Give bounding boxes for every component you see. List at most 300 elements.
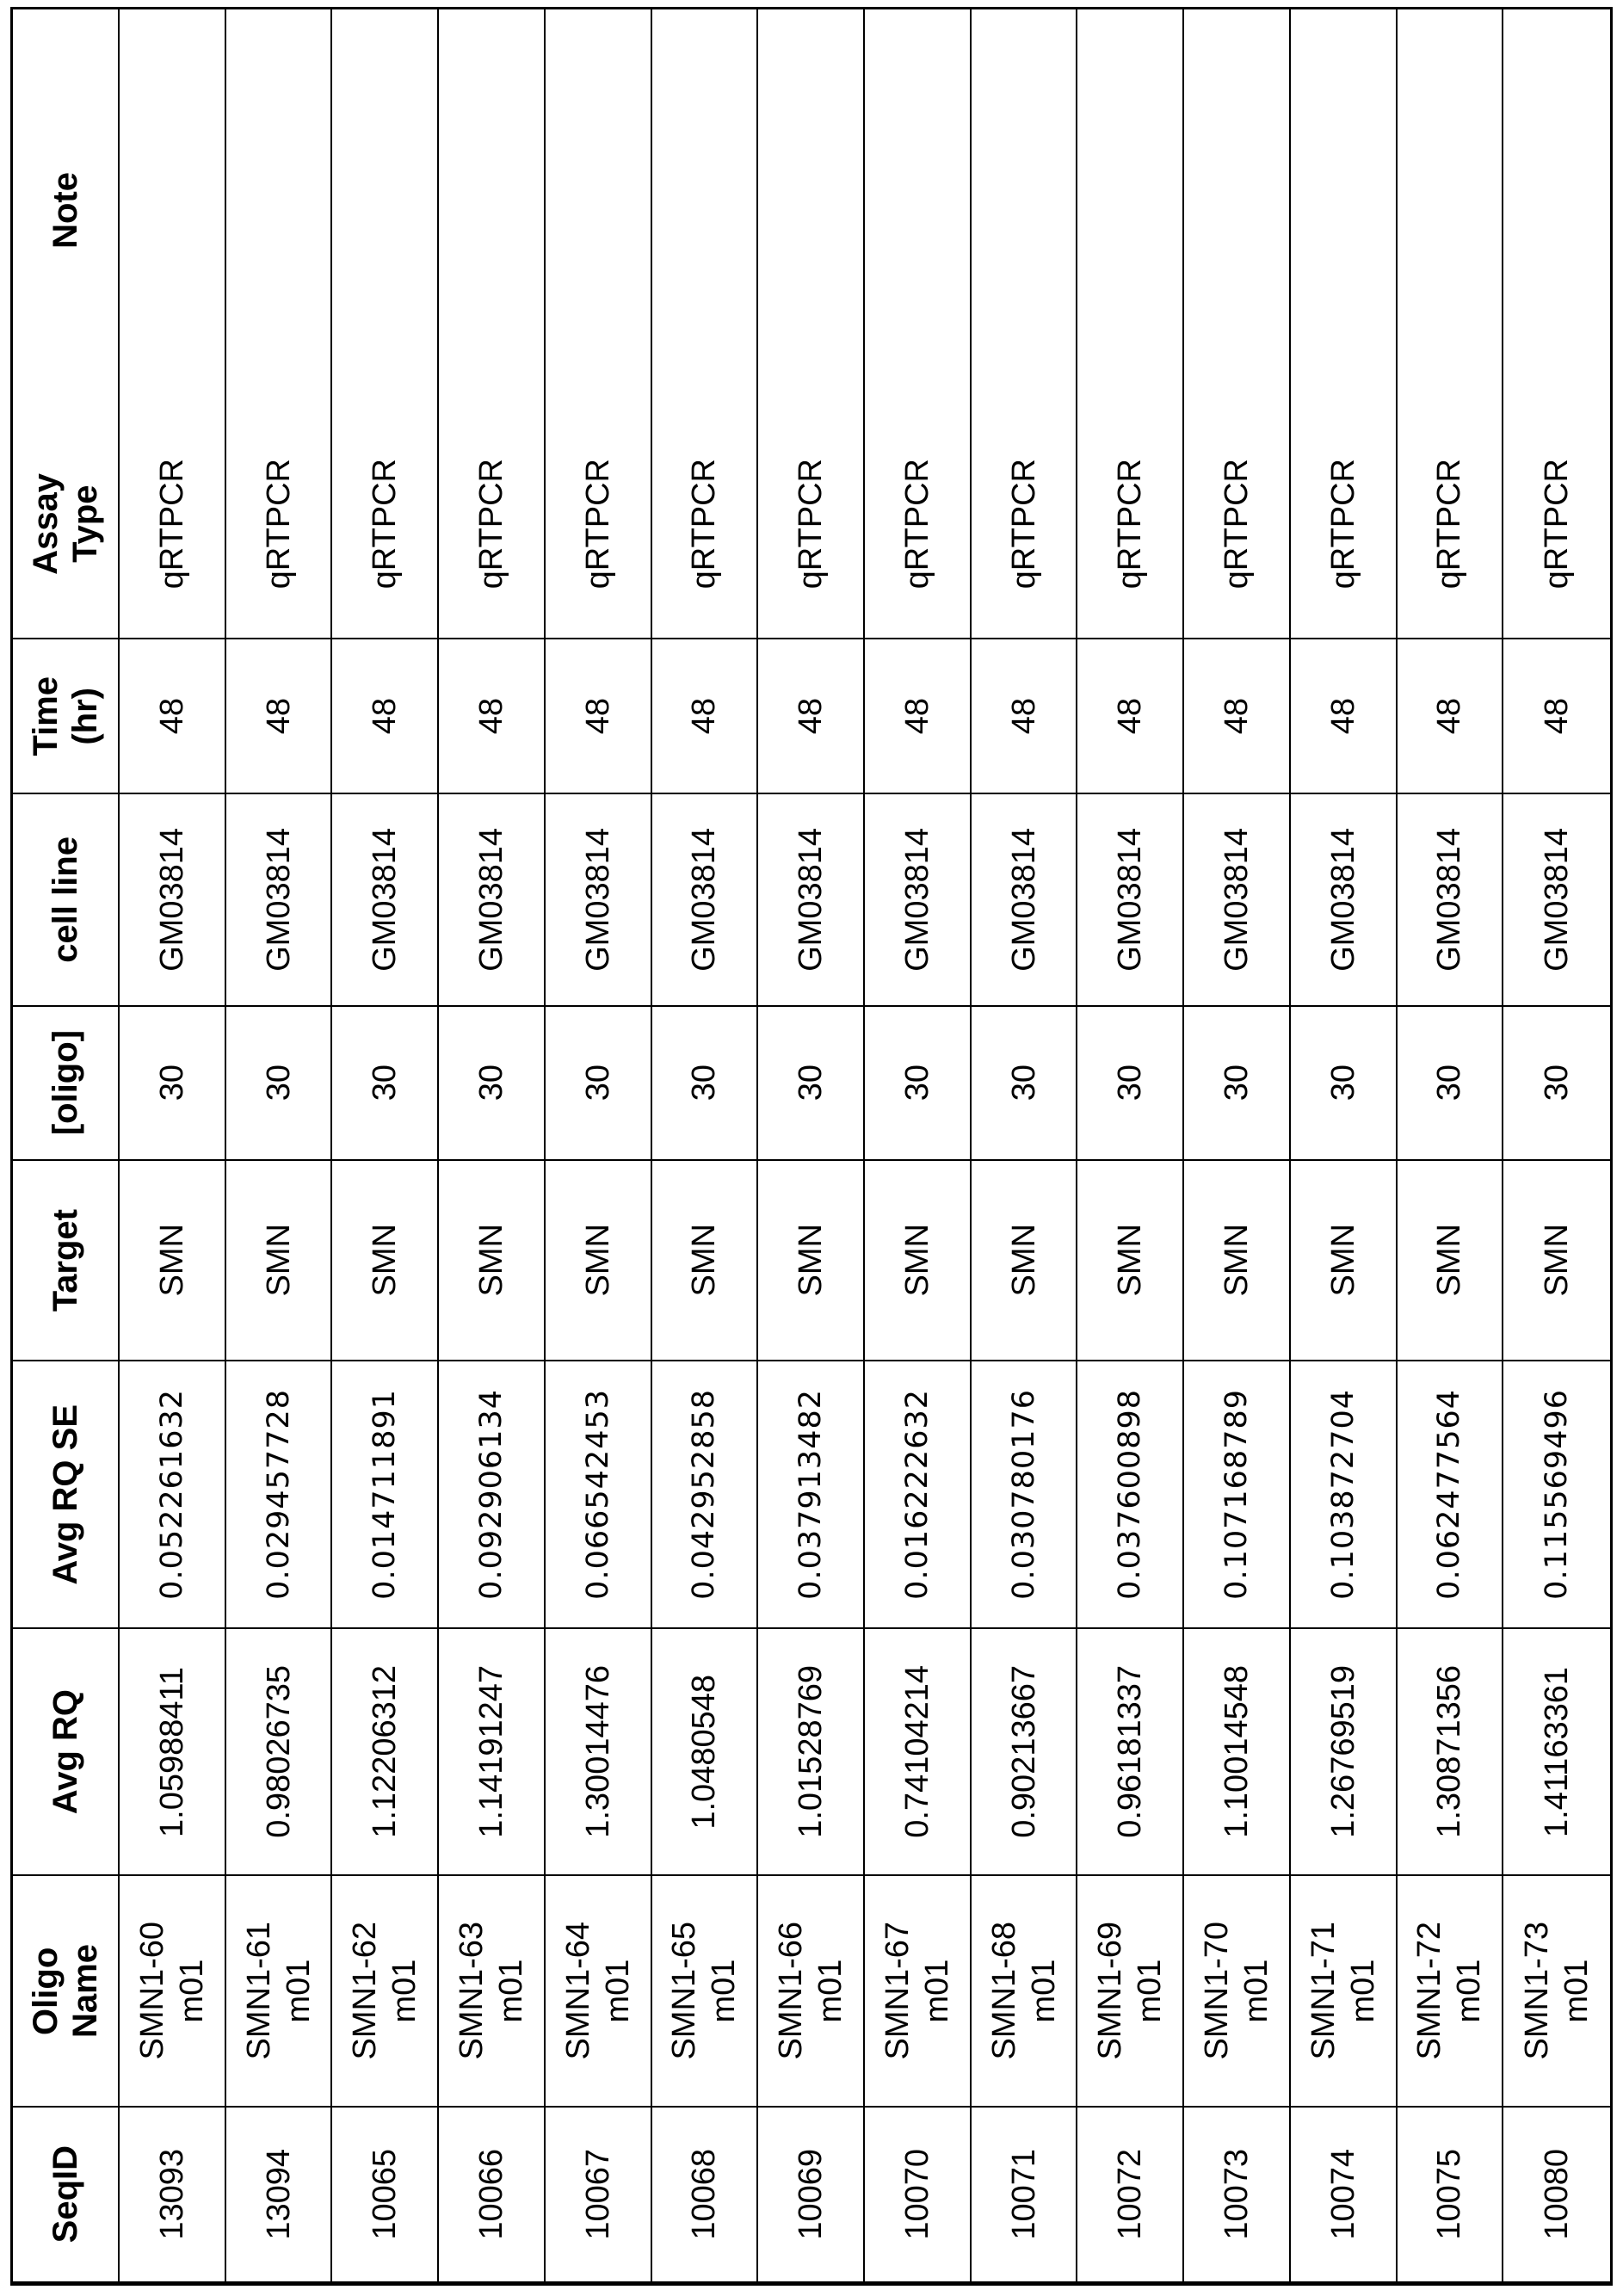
cell-value: 30 — [260, 1065, 297, 1102]
cell-value: 10069 — [793, 2149, 830, 2240]
cell-value: 10075 — [1431, 2149, 1468, 2240]
cell-value: SMN1-73 m01 — [1519, 1922, 1595, 2060]
cell-value: 0.062477564 — [1432, 1389, 1467, 1600]
header-assay-type — [13, 410, 118, 639]
cell-value: 10073 — [1218, 2149, 1255, 2240]
cell-note — [652, 9, 757, 410]
cell-value: SMN1-64 m01 — [559, 1922, 636, 2060]
cell-value: 48 — [1218, 697, 1255, 735]
table-row — [546, 9, 652, 2283]
cell-cell-line — [758, 794, 863, 1007]
cell-value: 1.10014548 — [1218, 1665, 1255, 1838]
cell-value: 0.016222632 — [899, 1389, 935, 1600]
cell-oligo-conc — [1077, 1007, 1182, 1161]
cell-oligo-conc — [758, 1007, 863, 1161]
cell-assay-type — [332, 410, 437, 639]
cell-value: SMN1-61 m01 — [240, 1922, 317, 2060]
cell-oligo-conc — [652, 1007, 757, 1161]
cell-time-hr — [1077, 639, 1182, 794]
cell-note — [332, 9, 437, 410]
cell-seqid — [1077, 2108, 1182, 2283]
cell-value: 30 — [579, 1065, 616, 1102]
cell-target — [865, 1161, 970, 1361]
cell-cell-line — [546, 794, 651, 1007]
cell-target — [1291, 1161, 1396, 1361]
cell-oligo-conc — [865, 1007, 970, 1161]
cell-seqid — [1398, 2108, 1503, 2283]
header-label: Assay Type — [27, 473, 104, 575]
cell-note — [1184, 9, 1289, 410]
cell-value: GM03814 — [793, 828, 830, 972]
cell-value: 0.042952858 — [687, 1389, 722, 1600]
cell-assay-type — [652, 410, 757, 639]
header-label: Avg RQ — [46, 1688, 84, 1815]
cell-oligo-name — [1503, 1876, 1610, 2108]
cell-oligo-name — [226, 1876, 331, 2108]
cell-value: 0.96181337 — [1112, 1665, 1149, 1838]
cell-value: 1.12206312 — [367, 1665, 404, 1838]
cell-assay-type — [1184, 410, 1289, 639]
cell-value: 0.014711891 — [367, 1389, 403, 1600]
header-label: Note — [46, 171, 84, 249]
cell-oligo-name — [1398, 1876, 1503, 2108]
cell-value: SMN — [686, 1224, 723, 1297]
table-row — [120, 9, 226, 2283]
header-label: Target — [46, 1208, 84, 1312]
cell-value: GM03814 — [367, 828, 404, 972]
cell-avg-rq — [226, 1629, 331, 1876]
cell-value: 0.90213667 — [1005, 1665, 1042, 1838]
cell-oligo-conc — [972, 1007, 1077, 1161]
cell-time-hr — [972, 639, 1077, 794]
header-label: SeqID — [46, 2145, 84, 2244]
cell-value: 13094 — [260, 2149, 297, 2240]
cell-value: GM03814 — [898, 828, 935, 972]
cell-value: qRTPCR — [472, 459, 509, 589]
cell-value: SMN — [793, 1224, 830, 1297]
cell-avg-rq — [120, 1629, 225, 1876]
table-row — [1503, 9, 1610, 2283]
cell-value: qRTPCR — [153, 459, 190, 589]
cell-value: 10074 — [1324, 2149, 1361, 2240]
cell-target — [439, 1161, 544, 1361]
cell-cell-line — [652, 794, 757, 1007]
cell-value: 48 — [1005, 697, 1042, 735]
cell-avg-rq — [1184, 1629, 1289, 1876]
table-row — [1184, 9, 1291, 2283]
cell-value: 1.05988411 — [153, 1666, 190, 1837]
cell-oligo-conc — [546, 1007, 651, 1161]
cell-value: SMN1-67 m01 — [879, 1922, 955, 2060]
cell-cell-line — [1503, 794, 1610, 1007]
cell-value: GM03814 — [579, 828, 616, 972]
cell-avg-rq — [1398, 1629, 1503, 1876]
cell-value: SMN — [579, 1224, 616, 1297]
cell-seqid — [652, 2108, 757, 2283]
cell-value: qRTPCR — [1324, 459, 1361, 589]
header-label: [oligo] — [46, 1030, 84, 1136]
cell-time-hr — [1291, 639, 1396, 794]
cell-cell-line — [120, 794, 225, 1007]
cell-assay-type — [972, 410, 1077, 639]
cell-oligo-conc — [1503, 1007, 1610, 1161]
table-row — [1398, 9, 1504, 2283]
cell-avg-rq — [972, 1629, 1077, 1876]
cell-value: SMN — [1218, 1224, 1255, 1297]
cell-value: 13093 — [153, 2149, 190, 2240]
cell-cell-line — [439, 794, 544, 1007]
table-row — [758, 9, 865, 2283]
cell-value: 30 — [793, 1065, 830, 1102]
cell-value: SMN1-69 m01 — [1092, 1922, 1169, 2060]
cell-oligo-name — [865, 1876, 970, 2108]
cell-value: 48 — [686, 697, 723, 735]
cell-target — [120, 1161, 225, 1361]
cell-value: 10072 — [1112, 2149, 1149, 2240]
cell-cell-line — [972, 794, 1077, 1007]
cell-value: SMN1-66 m01 — [773, 1922, 849, 2060]
cell-value: 0.103872704 — [1325, 1389, 1361, 1600]
cell-assay-type — [1291, 410, 1396, 639]
cell-note — [1077, 9, 1182, 410]
cell-oligo-conc — [120, 1007, 225, 1161]
cell-avg-rq-se — [546, 1361, 651, 1629]
cell-value: SMN — [1112, 1224, 1149, 1297]
cell-note — [120, 9, 225, 410]
cell-value: 1.41163361 — [1539, 1666, 1576, 1837]
table-row — [652, 9, 759, 2283]
cell-target — [1077, 1161, 1182, 1361]
cell-value: SMN1-65 m01 — [666, 1922, 743, 2060]
cell-oligo-name — [439, 1876, 544, 2108]
cell-avg-rq-se — [652, 1361, 757, 1629]
cell-note — [865, 9, 970, 410]
cell-cell-line — [865, 794, 970, 1007]
cell-value: qRTPCR — [260, 459, 297, 589]
cell-target — [546, 1161, 651, 1361]
cell-value: 1.01528769 — [793, 1665, 830, 1838]
cell-value: GM03814 — [260, 828, 297, 972]
cell-value: qRTPCR — [579, 459, 616, 589]
cell-value: qRTPCR — [1005, 459, 1042, 589]
cell-value: 1.30871356 — [1431, 1665, 1468, 1838]
header-target — [13, 1161, 118, 1361]
cell-assay-type — [1503, 410, 1610, 639]
cell-cell-line — [1398, 794, 1503, 1007]
cell-time-hr — [1503, 639, 1610, 794]
cell-assay-type — [120, 410, 225, 639]
cell-value: SMN1-70 m01 — [1198, 1922, 1274, 2060]
cell-value: SMN1-63 m01 — [453, 1922, 529, 2060]
cell-target — [1184, 1161, 1289, 1361]
cell-avg-rq — [652, 1629, 757, 1876]
cell-note — [439, 9, 544, 410]
cell-target — [758, 1161, 863, 1361]
cell-value: 0.98026735 — [260, 1665, 297, 1838]
cell-avg-rq — [332, 1629, 437, 1876]
header-time-hr — [13, 639, 118, 794]
cell-value: SMN — [260, 1224, 297, 1297]
cell-oligo-conc — [439, 1007, 544, 1161]
cell-value: 48 — [367, 697, 404, 735]
cell-value: 0.030780176 — [1006, 1389, 1041, 1600]
cell-seqid — [1503, 2108, 1610, 2283]
cell-target — [332, 1161, 437, 1361]
cell-value: 0.107168789 — [1219, 1389, 1254, 1600]
cell-value: 10067 — [579, 2149, 616, 2240]
cell-value: 0.052261632 — [154, 1389, 189, 1600]
cell-value: 30 — [472, 1065, 509, 1102]
cell-avg-rq — [1503, 1629, 1610, 1876]
cell-avg-rq-se — [120, 1361, 225, 1629]
cell-assay-type — [1398, 410, 1503, 639]
cell-value: 10080 — [1539, 2149, 1576, 2240]
cell-oligo-name — [1077, 1876, 1182, 2108]
cell-seqid — [1291, 2108, 1396, 2283]
cell-seqid — [546, 2108, 651, 2283]
cell-value: 48 — [1324, 697, 1361, 735]
cell-note — [758, 9, 863, 410]
cell-seqid — [332, 2108, 437, 2283]
cell-value: 30 — [367, 1065, 404, 1102]
cell-value: SMN — [1324, 1224, 1361, 1297]
cell-oligo-conc — [1291, 1007, 1396, 1161]
table-row — [332, 9, 439, 2283]
cell-seqid — [439, 2108, 544, 2283]
cell-oligo-conc — [226, 1007, 331, 1161]
cell-value: 10065 — [367, 2149, 404, 2240]
cell-avg-rq-se — [1184, 1361, 1289, 1629]
cell-cell-line — [1291, 794, 1396, 1007]
cell-value: GM03814 — [472, 828, 509, 972]
cell-time-hr — [865, 639, 970, 794]
cell-value: 0.092906134 — [473, 1389, 509, 1600]
cell-value: SMN1-72 m01 — [1411, 1922, 1488, 2060]
cell-value: SMN1-71 m01 — [1305, 1922, 1381, 2060]
cell-time-hr — [758, 639, 863, 794]
cell-avg-rq-se — [332, 1361, 437, 1629]
cell-value: SMN1-62 m01 — [347, 1922, 423, 2060]
cell-value: qRTPCR — [793, 459, 830, 589]
cell-value: SMN — [153, 1224, 190, 1297]
cell-avg-rq-se — [226, 1361, 331, 1629]
cell-value: SMN — [1539, 1224, 1576, 1297]
cell-value: GM03814 — [1539, 828, 1576, 972]
cell-avg-rq-se — [1398, 1361, 1503, 1629]
cell-time-hr — [1184, 639, 1289, 794]
cell-avg-rq — [865, 1629, 970, 1876]
cell-time-hr — [546, 639, 651, 794]
cell-value: 1.0480548 — [686, 1674, 723, 1830]
cell-cell-line — [332, 794, 437, 1007]
cell-target — [226, 1161, 331, 1361]
cell-avg-rq-se — [758, 1361, 863, 1629]
table-row — [865, 9, 972, 2283]
cell-seqid — [865, 2108, 970, 2283]
cell-value: 10070 — [898, 2149, 935, 2240]
header-avg-rq-se — [13, 1361, 118, 1629]
table-row — [1077, 9, 1184, 2283]
cell-oligo-conc — [1398, 1007, 1503, 1161]
cell-value: 1.14191247 — [472, 1665, 509, 1838]
cell-value: qRTPCR — [686, 459, 723, 589]
cell-time-hr — [226, 639, 331, 794]
cell-value: 30 — [1005, 1065, 1042, 1102]
cell-value: SMN — [367, 1224, 404, 1297]
cell-seqid — [120, 2108, 225, 2283]
cell-value: qRTPCR — [367, 459, 404, 589]
cell-avg-rq-se — [1077, 1361, 1182, 1629]
cell-assay-type — [865, 410, 970, 639]
header-oligo-name — [13, 1876, 118, 2108]
cell-value: SMN — [1005, 1224, 1042, 1297]
cell-time-hr — [439, 639, 544, 794]
cell-oligo-name — [332, 1876, 437, 2108]
cell-value: qRTPCR — [1218, 459, 1255, 589]
cell-value: qRTPCR — [1539, 459, 1576, 589]
header-label: Time (hr) — [27, 676, 104, 756]
cell-avg-rq — [439, 1629, 544, 1876]
cell-value: GM03814 — [686, 828, 723, 972]
cell-value: 10071 — [1005, 2149, 1042, 2240]
cell-value: qRTPCR — [1431, 459, 1468, 589]
cell-value: 30 — [153, 1065, 190, 1102]
cell-avg-rq-se — [865, 1361, 970, 1629]
cell-note — [1398, 9, 1503, 410]
cell-value: 48 — [260, 697, 297, 735]
cell-time-hr — [332, 639, 437, 794]
cell-time-hr — [1398, 639, 1503, 794]
cell-value: 0.029457728 — [261, 1389, 296, 1600]
cell-note — [546, 9, 651, 410]
cell-value: 30 — [1218, 1065, 1255, 1102]
cell-value: GM03814 — [1005, 828, 1042, 972]
cell-value: SMN — [1431, 1224, 1468, 1297]
cell-oligo-name — [972, 1876, 1077, 2108]
cell-value: GM03814 — [1112, 828, 1149, 972]
cell-seqid — [972, 2108, 1077, 2283]
cell-note — [972, 9, 1077, 410]
cell-seqid — [226, 2108, 331, 2283]
cell-value: 30 — [1539, 1065, 1576, 1102]
cell-value: 30 — [1324, 1065, 1361, 1102]
cell-avg-rq-se — [1291, 1361, 1396, 1629]
table-row — [1291, 9, 1398, 2283]
cell-avg-rq-se — [1503, 1361, 1610, 1629]
cell-note — [226, 9, 331, 410]
cell-target — [972, 1161, 1077, 1361]
cell-value: 0.74104214 — [898, 1665, 935, 1838]
cell-value: 0.066542453 — [580, 1389, 615, 1600]
header-avg-rq — [13, 1629, 118, 1876]
cell-value: GM03814 — [1324, 828, 1361, 972]
cell-value: 1.26769519 — [1324, 1665, 1361, 1838]
cell-value: GM03814 — [153, 828, 190, 972]
cell-value: qRTPCR — [898, 459, 935, 589]
header-column — [13, 9, 120, 2283]
cell-value: 0.115569496 — [1540, 1389, 1575, 1600]
cell-value: 1.30014476 — [579, 1665, 616, 1838]
header-cell-line — [13, 794, 118, 1007]
cell-target — [1398, 1161, 1503, 1361]
cell-value: 48 — [472, 697, 509, 735]
cell-value: 30 — [1112, 1065, 1149, 1102]
cell-oligo-name — [1184, 1876, 1289, 2108]
header-label: cell line — [46, 836, 84, 963]
header-oligo-conc — [13, 1007, 118, 1161]
cell-value: 10068 — [686, 2149, 723, 2240]
cell-value: GM03814 — [1218, 828, 1255, 972]
cell-value: 30 — [686, 1065, 723, 1102]
cell-avg-rq — [1291, 1629, 1396, 1876]
cell-oligo-name — [758, 1876, 863, 2108]
cell-avg-rq — [758, 1629, 863, 1876]
cell-avg-rq — [1077, 1629, 1182, 1876]
cell-time-hr — [652, 639, 757, 794]
cell-value: 48 — [793, 697, 830, 735]
cell-assay-type — [1077, 410, 1182, 639]
cell-note — [1291, 9, 1396, 410]
cell-value: 48 — [898, 697, 935, 735]
cell-value: GM03814 — [1431, 828, 1468, 972]
header-seqid — [13, 2108, 118, 2283]
cell-assay-type — [546, 410, 651, 639]
cell-value: SMN1-68 m01 — [985, 1922, 1062, 2060]
table-row — [439, 9, 546, 2283]
cell-value: 0.037913482 — [793, 1389, 829, 1600]
cell-value: 10066 — [472, 2149, 509, 2240]
cell-assay-type — [226, 410, 331, 639]
cell-avg-rq-se — [972, 1361, 1077, 1629]
cell-value: 30 — [898, 1065, 935, 1102]
cell-target — [1503, 1161, 1610, 1361]
cell-oligo-name — [120, 1876, 225, 2108]
cell-avg-rq-se — [439, 1361, 544, 1629]
cell-time-hr — [120, 639, 225, 794]
cell-cell-line — [226, 794, 331, 1007]
cell-seqid — [758, 2108, 863, 2283]
cell-note — [1503, 9, 1610, 410]
header-note — [13, 9, 118, 410]
cell-value: SMN — [472, 1224, 509, 1297]
cell-value: SMN1-60 m01 — [133, 1922, 210, 2060]
cell-value: 30 — [1431, 1065, 1468, 1102]
cell-cell-line — [1077, 794, 1182, 1007]
cell-value: SMN — [898, 1224, 935, 1297]
cell-value: 48 — [153, 697, 190, 735]
cell-oligo-conc — [1184, 1007, 1289, 1161]
table-row — [226, 9, 333, 2283]
cell-oligo-name — [546, 1876, 651, 2108]
cell-cell-line — [1184, 794, 1289, 1007]
cell-value: 48 — [1431, 697, 1468, 735]
cell-oligo-name — [1291, 1876, 1396, 2108]
cell-assay-type — [758, 410, 863, 639]
cell-assay-type — [439, 410, 544, 639]
cell-value: 48 — [1112, 697, 1149, 735]
data-table — [10, 7, 1613, 2286]
cell-oligo-conc — [332, 1007, 437, 1161]
cell-oligo-name — [652, 1876, 757, 2108]
cell-value: qRTPCR — [1112, 459, 1149, 589]
table-row — [972, 9, 1078, 2283]
cell-seqid — [1184, 2108, 1289, 2283]
cell-value: 48 — [1539, 697, 1576, 735]
header-label: Oligo Name — [27, 1944, 104, 2038]
header-label: Avg RQ SE — [46, 1404, 84, 1585]
cell-target — [652, 1161, 757, 1361]
cell-value: 48 — [579, 697, 616, 735]
